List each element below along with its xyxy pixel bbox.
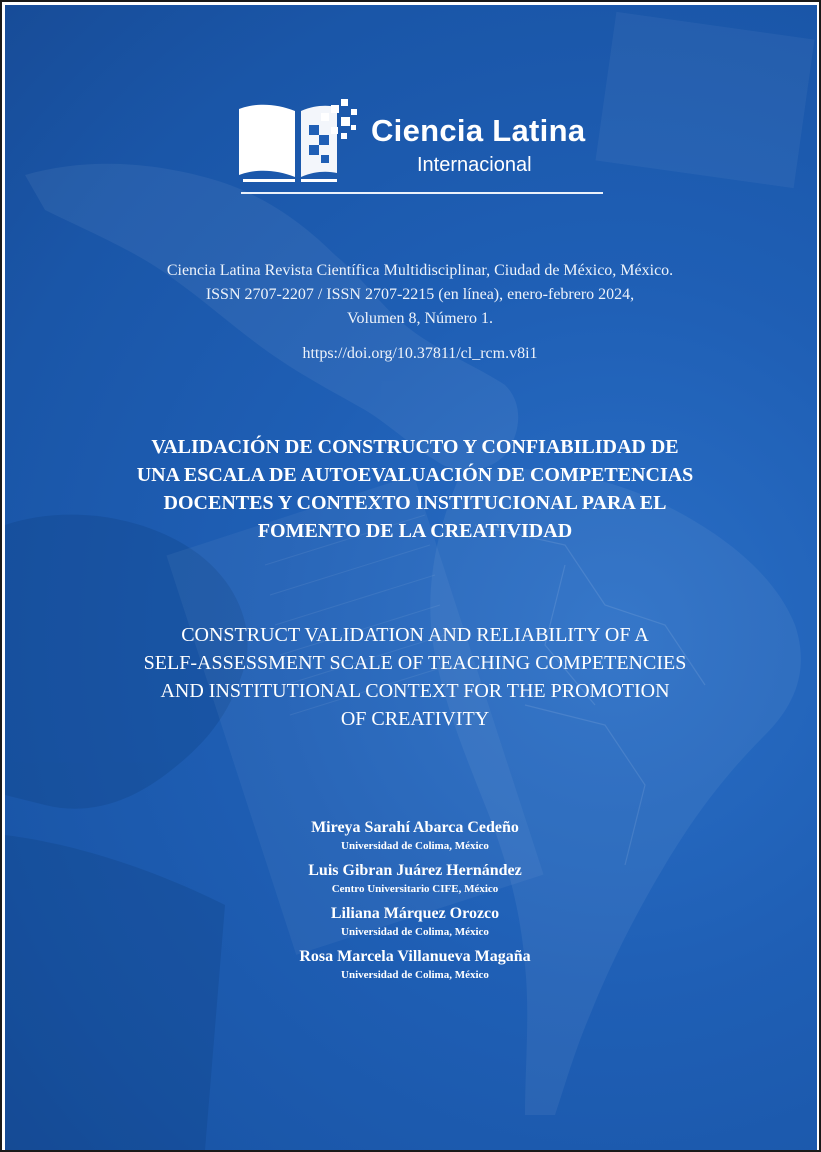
logo-subtitle: Internacional bbox=[417, 154, 532, 176]
author-entry bbox=[5, 817, 817, 853]
authors-list bbox=[5, 817, 817, 989]
cover-page bbox=[5, 5, 817, 1150]
author-affiliation: Universidad de Colima, México bbox=[341, 840, 489, 852]
title-es-line: FOMENTO DE LA CREATIVIDAD bbox=[257, 520, 573, 542]
title-en-line: CONSTRUCT VALIDATION AND RELIABILITY OF A bbox=[181, 624, 649, 646]
title-en-line: SELF-ASSESSMENT SCALE OF TEACHING COMPETENCIES bbox=[143, 652, 687, 674]
logo-divider bbox=[241, 192, 603, 194]
author-affiliation: Universidad de Colima, México bbox=[341, 969, 489, 981]
title-en-line: OF CREATIVITY bbox=[340, 708, 490, 730]
author-affiliation: Universidad de Colima, México bbox=[341, 926, 489, 938]
author-entry bbox=[5, 903, 817, 939]
doi-link[interactable]: https://doi.org/10.37811/cl_rcm.v8i1 bbox=[302, 345, 538, 362]
title-english bbox=[5, 621, 817, 733]
author-entry bbox=[5, 860, 817, 896]
open-book-pixel-icon bbox=[235, 99, 365, 189]
journal-logo bbox=[235, 99, 615, 199]
cover-content bbox=[5, 5, 817, 1150]
journal-info bbox=[5, 259, 817, 366]
title-en-line: AND INSTITUTIONAL CONTEXT FOR THE PROMOTION bbox=[160, 680, 670, 702]
title-es-line: UNA ESCALA DE AUTOEVALUACIÓN DE COMPETENCIAS bbox=[136, 464, 694, 486]
title-spanish bbox=[5, 433, 817, 545]
author-name: Luis Gibran Juárez Hernández bbox=[308, 862, 522, 879]
author-name: Mireya Sarahí Abarca Cedeño bbox=[311, 819, 519, 836]
journal-line-2: ISSN 2707-2207 / ISSN 2707-2215 (en línea), enero-febrero 2024, bbox=[205, 286, 635, 303]
journal-line-3: Volumen 8, Número 1. bbox=[347, 310, 493, 327]
author-entry bbox=[5, 946, 817, 982]
title-es-line: VALIDACIÓN DE CONSTRUCTO Y CONFIABILIDAD DE bbox=[151, 436, 679, 458]
author-name: Rosa Marcela Villanueva Magaña bbox=[299, 948, 531, 965]
author-affiliation: Centro Universitario CIFE, México bbox=[331, 883, 499, 895]
author-name: Liliana Márquez Orozco bbox=[330, 905, 500, 922]
logo-title: Ciencia Latina bbox=[371, 113, 586, 148]
title-es-line: DOCENTES Y CONTEXTO INSTITUCIONAL PARA EL bbox=[163, 492, 667, 514]
journal-line-1: Ciencia Latina Revista Científica Multidisciplinar, Ciudad de México, México. bbox=[166, 262, 674, 279]
